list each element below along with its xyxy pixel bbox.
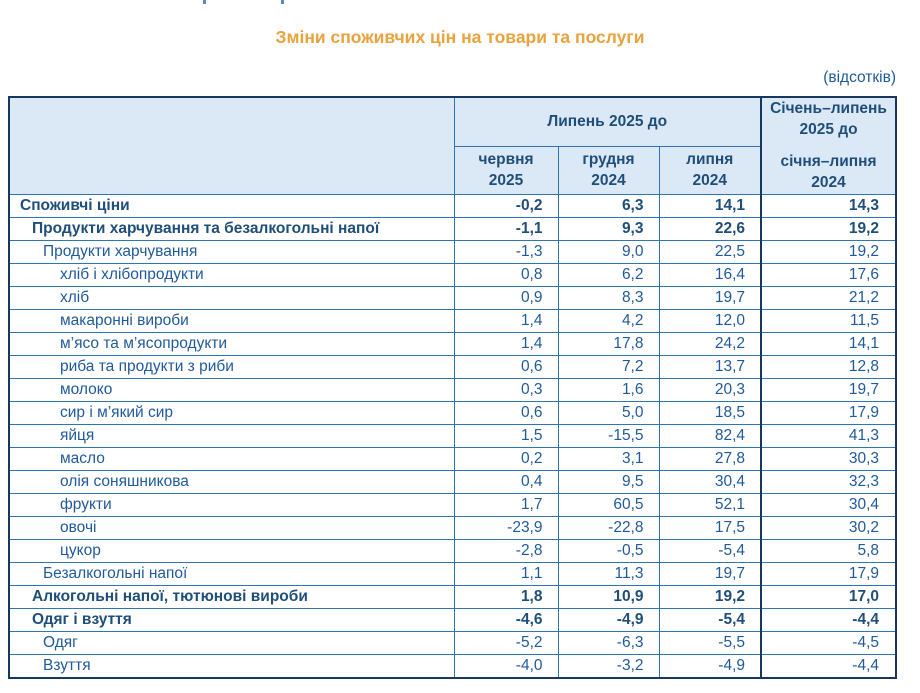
period-header-line: січня–липня: [780, 153, 877, 171]
column-header-line: липня: [686, 151, 734, 168]
row-value: 0,8: [454, 263, 558, 286]
row-label: Безалкогольні напої: [9, 562, 454, 585]
row-value: 20,3: [659, 378, 761, 401]
row-value: 5,0: [558, 401, 659, 424]
row-value: 9,3: [558, 217, 659, 240]
table-row: [9, 447, 896, 470]
column-header-july-2024: [659, 146, 761, 194]
row-label: молоко: [9, 378, 454, 401]
row-value: -3,2: [558, 654, 659, 678]
row-value: 32,3: [761, 470, 896, 493]
consumer-prices-table: [8, 96, 897, 679]
row-value: -22,8: [558, 516, 659, 539]
row-value: 0,9: [454, 286, 558, 309]
row-value: 21,2: [761, 286, 896, 309]
table-row: [9, 217, 896, 240]
table-row: [9, 378, 896, 401]
row-value: 14,1: [761, 332, 896, 355]
table-row: [9, 263, 896, 286]
period-header-line: Січень–липень: [770, 100, 887, 118]
row-value: 17,9: [761, 562, 896, 585]
row-value: 60,5: [558, 493, 659, 516]
row-value: 18,5: [659, 401, 761, 424]
row-value: -4,9: [558, 608, 659, 631]
period-header: [761, 97, 896, 194]
row-value: 9,5: [558, 470, 659, 493]
row-value: -4,4: [761, 608, 896, 631]
unit-note: (відсотків): [823, 69, 896, 86]
row-value: 0,3: [454, 378, 558, 401]
row-value: 1,8: [454, 585, 558, 608]
row-value: 6,2: [558, 263, 659, 286]
row-value: 14,3: [761, 194, 896, 217]
cropped-text-artifact: [281, 0, 284, 4]
table-row: [9, 424, 896, 447]
table-row: [9, 654, 896, 678]
row-value: 12,0: [659, 309, 761, 332]
column-header-line: 2024: [591, 172, 626, 189]
row-value: 9,0: [558, 240, 659, 263]
column-header-line: 2024: [692, 172, 727, 189]
row-value: 19,2: [761, 217, 896, 240]
row-value: 0,6: [454, 401, 558, 424]
row-value: 27,8: [659, 447, 761, 470]
table-row: [9, 539, 896, 562]
table-row: [9, 332, 896, 355]
row-label: овочі: [9, 516, 454, 539]
row-label: Взуття: [9, 654, 454, 678]
group-header: Липень 2025 до: [454, 97, 761, 146]
row-value: 0,6: [454, 355, 558, 378]
row-value: -1,3: [454, 240, 558, 263]
period-header-line: 2025 до: [799, 121, 858, 139]
table-row: [9, 355, 896, 378]
row-label: масло: [9, 447, 454, 470]
cropped-text-artifact: [203, 0, 206, 4]
row-value: -4,4: [761, 654, 896, 678]
row-value: 1,1: [454, 562, 558, 585]
row-value: 1,7: [454, 493, 558, 516]
row-value: 6,3: [558, 194, 659, 217]
row-value: 17,5: [659, 516, 761, 539]
row-value: 5,8: [761, 539, 896, 562]
table-row: [9, 286, 896, 309]
row-value: 11,3: [558, 562, 659, 585]
row-label: м’ясо та м’ясопродукти: [9, 332, 454, 355]
row-value: -1,1: [454, 217, 558, 240]
row-value: -4,5: [761, 631, 896, 654]
row-label: Алкогольні напої, тютюнові вироби: [9, 585, 454, 608]
row-value: -15,5: [558, 424, 659, 447]
row-value: 19,7: [761, 378, 896, 401]
row-value: -5,5: [659, 631, 761, 654]
row-value: -4,0: [454, 654, 558, 678]
column-header-line: 2025: [488, 172, 524, 189]
row-value: 8,3: [558, 286, 659, 309]
row-label: сир і м’який сир: [9, 401, 454, 424]
row-value: 24,2: [659, 332, 761, 355]
row-value: 17,6: [761, 263, 896, 286]
table-header: [9, 97, 896, 194]
row-value: -23,9: [454, 516, 558, 539]
table-row: [9, 194, 896, 217]
row-value: -4,9: [659, 654, 761, 678]
period-header-top: [762, 98, 895, 140]
row-value: 22,5: [659, 240, 761, 263]
row-value: 10,9: [558, 585, 659, 608]
column-header-line: червня: [478, 151, 534, 168]
row-value: 1,6: [558, 378, 659, 401]
row-value: -2,8: [454, 539, 558, 562]
row-value: 11,5: [761, 309, 896, 332]
row-value: 1,4: [454, 332, 558, 355]
row-value: 30,4: [761, 493, 896, 516]
row-label: Продукти харчування та безалкогольні напої: [9, 217, 454, 240]
table-row: [9, 493, 896, 516]
corner-header-cell: [9, 97, 454, 194]
row-value: 30,2: [761, 516, 896, 539]
row-value: 19,7: [659, 286, 761, 309]
row-value: -5,4: [659, 539, 761, 562]
row-value: 17,8: [558, 332, 659, 355]
table-row: [9, 562, 896, 585]
row-value: 3,1: [558, 447, 659, 470]
row-label: фрукти: [9, 493, 454, 516]
table-body: [9, 194, 896, 678]
row-label: хліб і хлібопродукти: [9, 263, 454, 286]
table-row: [9, 631, 896, 654]
row-value: -0,5: [558, 539, 659, 562]
column-header-december-2024: [558, 146, 659, 194]
table-row: [9, 608, 896, 631]
row-label: риба та продукти з риби: [9, 355, 454, 378]
row-value: 16,4: [659, 263, 761, 286]
row-value: 41,3: [761, 424, 896, 447]
row-value: -0,2: [454, 194, 558, 217]
row-label: яйця: [9, 424, 454, 447]
row-value: 1,5: [454, 424, 558, 447]
row-value: 0,4: [454, 470, 558, 493]
row-label: Одяг: [9, 631, 454, 654]
page-title: Зміни споживчих цін на товари та послуги: [275, 27, 645, 47]
row-value: 19,7: [659, 562, 761, 585]
table-row: [9, 240, 896, 263]
row-value: 13,7: [659, 355, 761, 378]
row-label: олія соняшникова: [9, 470, 454, 493]
row-value: 0,2: [454, 447, 558, 470]
row-value: 19,2: [761, 240, 896, 263]
row-label: Споживчі ціни: [9, 194, 454, 217]
row-label: цукор: [9, 539, 454, 562]
row-value: 19,2: [659, 585, 761, 608]
row-value: -4,6: [454, 608, 558, 631]
row-value: 14,1: [659, 194, 761, 217]
row-value: 1,4: [454, 309, 558, 332]
row-value: 12,8: [761, 355, 896, 378]
row-label: Одяг і взуття: [9, 608, 454, 631]
period-header-bottom: [762, 151, 895, 193]
row-value: -5,4: [659, 608, 761, 631]
row-value: 30,4: [659, 470, 761, 493]
row-value: 30,3: [761, 447, 896, 470]
row-label: макаронні вироби: [9, 309, 454, 332]
table-row: [9, 516, 896, 539]
table-row: [9, 585, 896, 608]
table-row: [9, 401, 896, 424]
row-value: 22,6: [659, 217, 761, 240]
row-value: 17,0: [761, 585, 896, 608]
row-label: хліб: [9, 286, 454, 309]
period-header-line: 2024: [811, 174, 846, 192]
column-header-june-2025: [454, 146, 558, 194]
row-value: -6,3: [558, 631, 659, 654]
table-row: [9, 470, 896, 493]
row-value: 17,9: [761, 401, 896, 424]
row-value: -5,2: [454, 631, 558, 654]
column-header-line: грудня: [582, 151, 635, 168]
table-row: [9, 309, 896, 332]
row-value: 4,2: [558, 309, 659, 332]
row-value: 52,1: [659, 493, 761, 516]
row-value: 7,2: [558, 355, 659, 378]
row-label: Продукти харчування: [9, 240, 454, 263]
row-value: 82,4: [659, 424, 761, 447]
